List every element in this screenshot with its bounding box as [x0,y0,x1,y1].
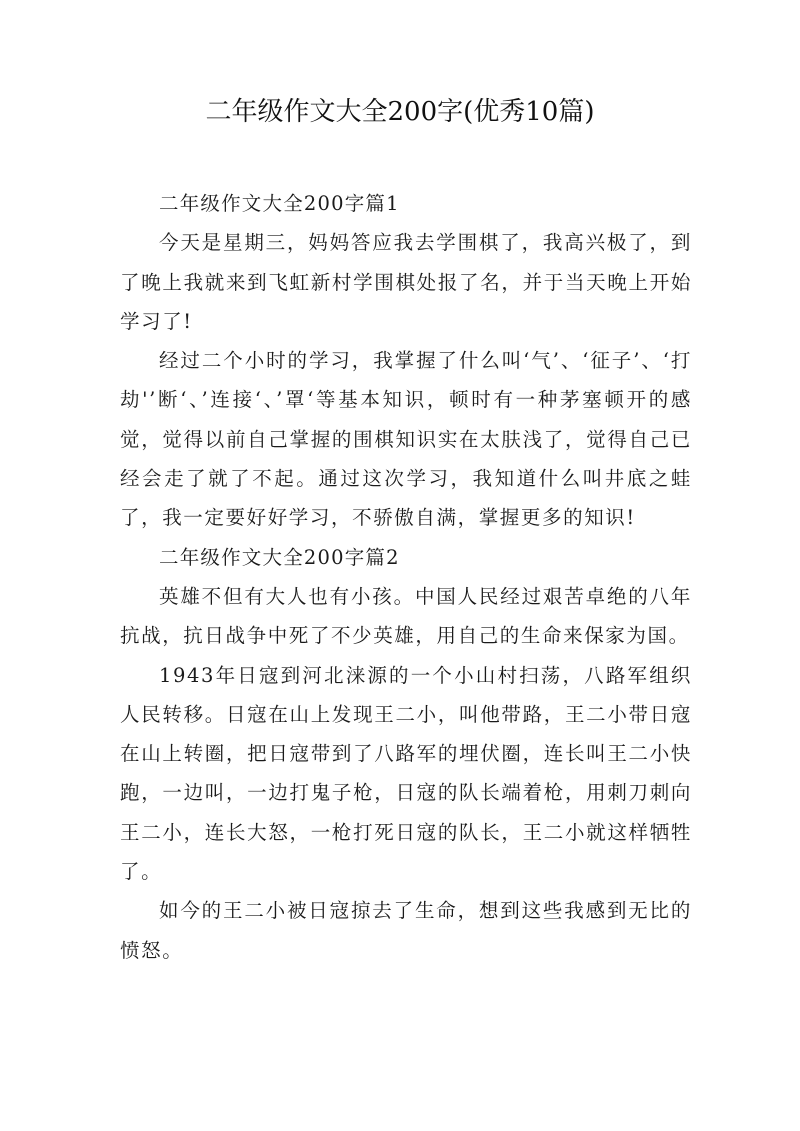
document-body [120,184,692,970]
paragraph: 经过二个小时的学习，我掌握了什么叫‘气’、‘征子’、‘打劫'’断‘、’连接‘、’罩‘等基本知识，顿时有一种茅塞顿开的感觉，觉得以前自己掌握的围棋知识实在太肤浅了，觉得自己已经会走了就了不起。通过这次学习，我知道什么叫井底之蛙了，我一定要好好学习，不骄傲自满，掌握更多的知识! [120,349,692,530]
section-heading-1: 二年级作文大全200字篇1 [159,192,400,215]
section-heading-2: 二年级作文大全200字篇2 [159,545,400,569]
paragraph: 1943年日寇到河北涞源的一个小山村扫荡，八路军组织人民转移。日寇在山上发现王二小，叫他带路，王二小带日寇在山上转圈，把日寇带到了八路军的埋伏圈，连长叫王二小快跑，一边叫，一边打鬼子枪，日寇的队长端着枪，用刺刀刺向王二小，连长大怒，一枪打死日寇的队长，王二小就这样牺牲了。 [120,663,692,884]
paragraph: 英雄不但有大人也有小孩。中国人民经过艰苦卓绝的八年抗战，抗日战争中死了不少英雄，用自己的生命来保家为国。 [120,584,692,648]
paragraph: 如今的王二小被日寇掠去了生命，想到这些我感到无比的愤怒。 [120,899,692,962]
document-title: 二年级作文大全200字(优秀10篇) [205,97,595,127]
paragraph: 今天是星期三，妈妈答应我去学围棋了，我高兴极了，到了晚上我就来到飞虹新村学围棋处报了名，并于当天晚上开始学习了! [120,231,692,333]
